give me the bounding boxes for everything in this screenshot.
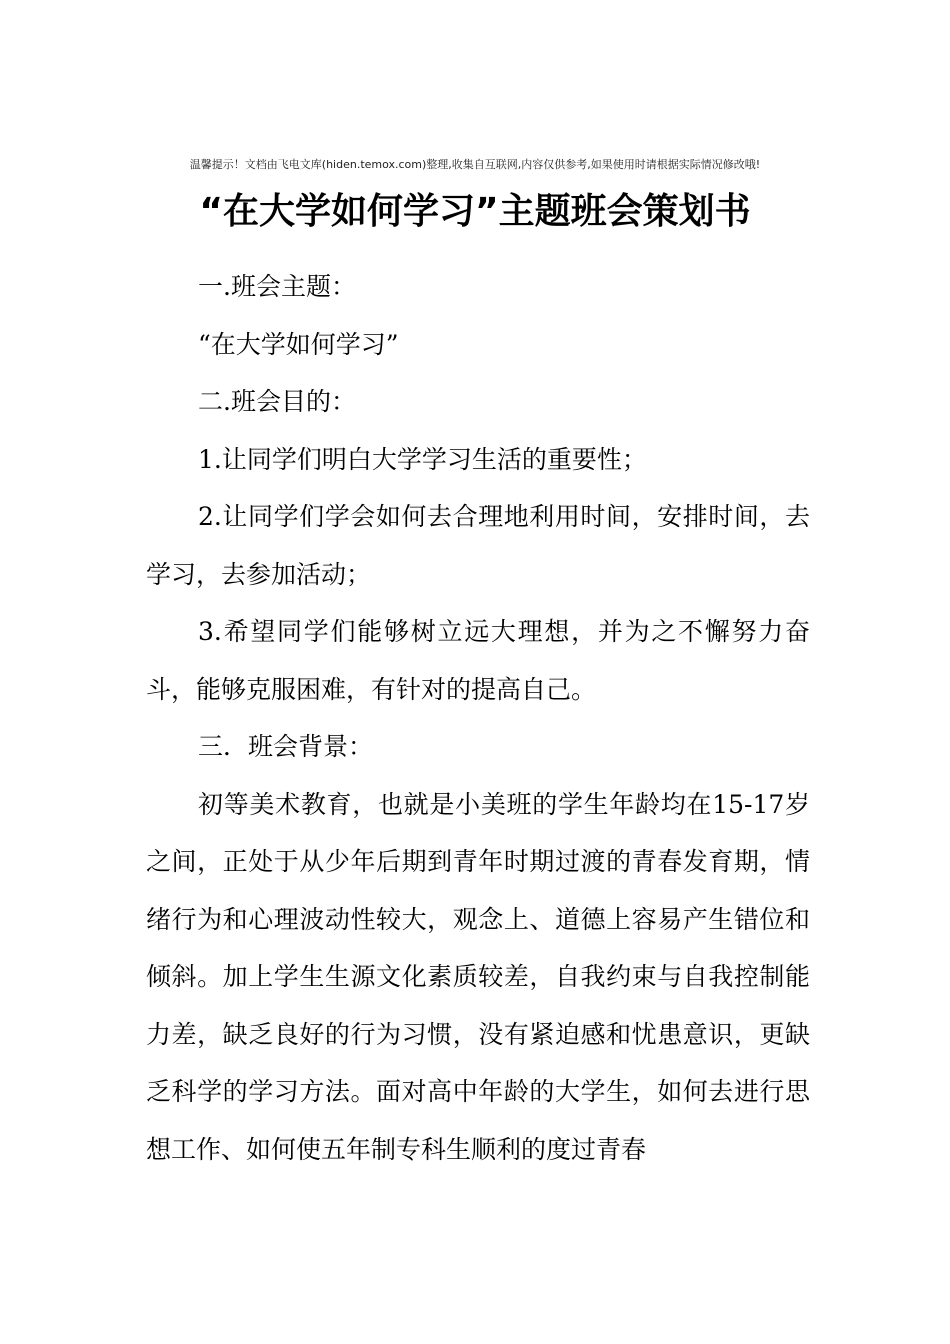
theme-text: “在大学如何学习” <box>198 329 399 359</box>
notice-banner: 温馨提示！文档由飞电文库(hiden.temox.com)整理,收集自互联网,内容仅供参考,如果使用时请根据实际情况修改哦! <box>189 158 761 171</box>
purpose-item-1: 1.让同学们明白大学学习生活的重要性； <box>198 444 647 474</box>
section-heading-theme: 一.班会主题： <box>198 272 356 301</box>
document-body <box>146 258 810 1178</box>
purpose-item-2: 2.让同学们学会如何去合理地利用时间，安排时间，去学习，去参加活动； <box>146 502 810 589</box>
purpose-item-3: 3.希望同学们能够树立远大理想，并为之不懈努力奋斗，能够克服困难，有针对的提高自己。 <box>146 617 810 704</box>
section-heading-purpose: 二.班会目的： <box>198 387 356 416</box>
section-heading-background: 三．班会背景： <box>198 732 374 761</box>
document-title: “在大学如何学习”主题班会策划书 <box>199 191 751 232</box>
background-paragraph: 初等美术教育，也就是小美班的学生年龄均在15-17岁之间，正处于从少年后期到青年时期过渡的青春发育期，情绪行为和心理波动性较大，观念上、道德上容易产生错位和倾斜。加上学生生源文化素质较差，自我约束与自我控制能力差，缺乏良好的行为习惯，没有紧迫感和忧患意识，更缺乏科学的学习方法。面对高中年龄的大学生，如何去进行思想工作、如何使五年制专科生顺利的度过青春 <box>146 789 810 1164</box>
